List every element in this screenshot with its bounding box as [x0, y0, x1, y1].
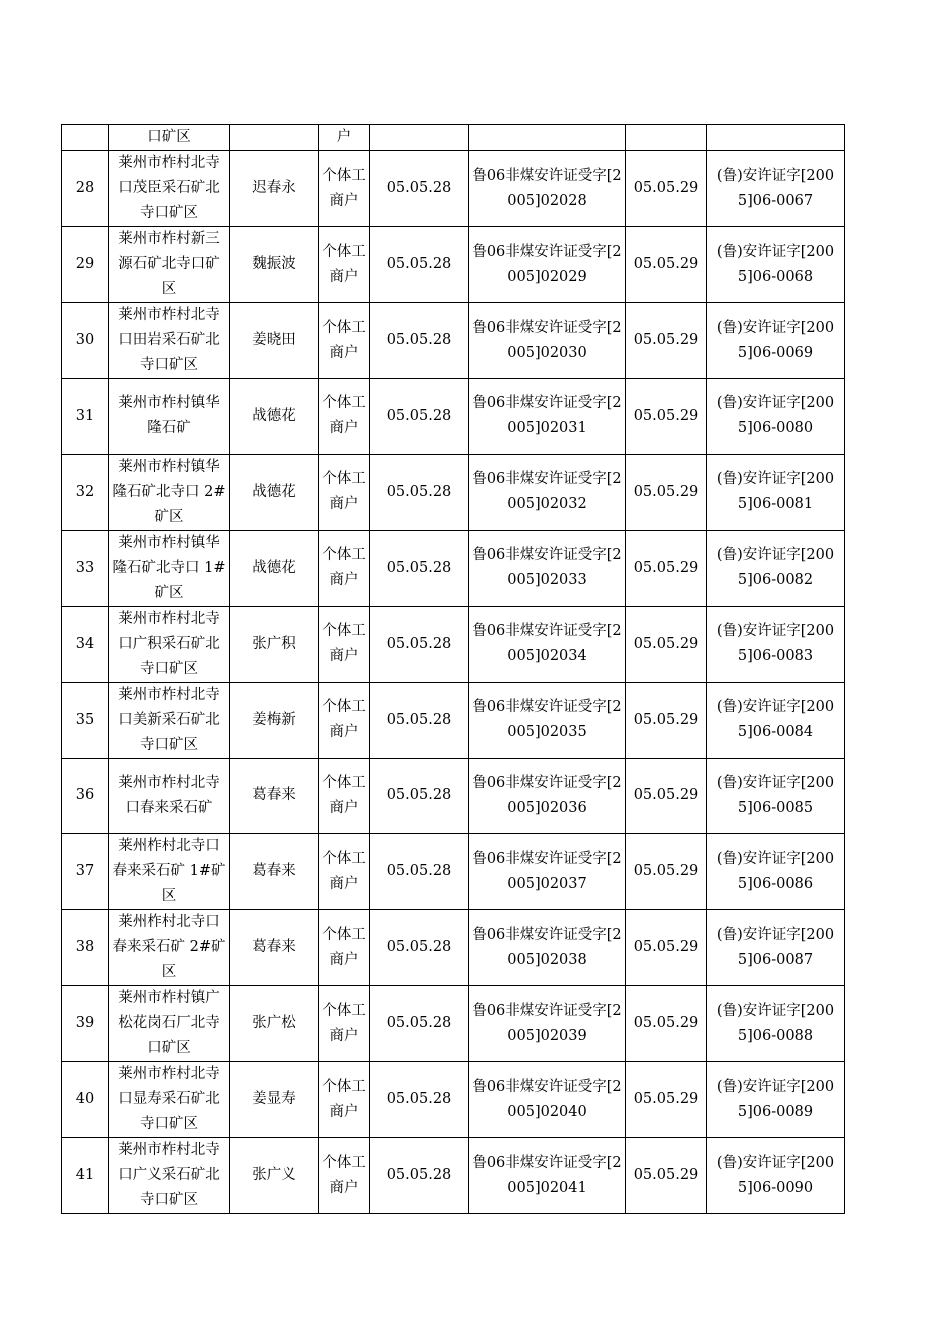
cell-mine-name: 莱州市柞村北寺口美新采石矿北寺口矿区 [109, 682, 230, 758]
cell-no: 40 [62, 1062, 109, 1138]
cell-no: 28 [62, 151, 109, 227]
cell-mine-name: 莱州市柞村镇广松花岗石厂北寺口矿区 [109, 986, 230, 1062]
cell-license-code: (鲁)安许证字[2005]06-0085 [707, 758, 845, 834]
cell-mine-name: 莱州市柞村北寺口显寿采石矿北寺口矿区 [109, 1062, 230, 1138]
cell-entity-type: 个体工商户 [319, 986, 370, 1062]
cell-person: 战德花 [230, 530, 319, 606]
cell-no: 35 [62, 682, 109, 758]
cell-issue-date: 05.05.29 [626, 303, 707, 379]
cell-issue-date: 05.05.29 [626, 1062, 707, 1138]
cell-date: 05.05.28 [370, 986, 469, 1062]
cell-issue-date: 05.05.29 [626, 834, 707, 910]
table-row [62, 910, 845, 986]
cell-no: 41 [62, 1138, 109, 1214]
cell-date: 05.05.28 [370, 530, 469, 606]
cell-entity-type: 个体工商户 [319, 530, 370, 606]
table-row [62, 834, 845, 910]
table-row [62, 227, 845, 303]
cell-license-code: (鲁)安许证字[2005]06-0084 [707, 682, 845, 758]
cell-permit-no: 鲁06非煤安许证受字[2005]02034 [469, 606, 626, 682]
cell-no: 34 [62, 606, 109, 682]
cell-mine-name: 莱州市柞村镇华隆石矿北寺口 1#矿区 [109, 530, 230, 606]
cell-mine-name: 莱州柞村北寺口春来采石矿 1#矿区 [109, 834, 230, 910]
cell-mine-name: 莱州市柞村北寺口茂臣采石矿北寺口矿区 [109, 151, 230, 227]
cell-person: 张广积 [230, 606, 319, 682]
cell-person: 姜晓田 [230, 303, 319, 379]
cell-entity-type: 个体工商户 [319, 1138, 370, 1214]
cell-permit-no: 鲁06非煤安许证受字[2005]02028 [469, 151, 626, 227]
cell-permit-no: 鲁06非煤安许证受字[2005]02029 [469, 227, 626, 303]
cell-license-code: (鲁)安许证字[2005]06-0083 [707, 606, 845, 682]
table-row [62, 606, 845, 682]
cell-entity-type: 个体工商户 [319, 606, 370, 682]
cell-license-code: (鲁)安许证字[2005]06-0088 [707, 986, 845, 1062]
cell-no: 38 [62, 910, 109, 986]
cell-date: 05.05.28 [370, 682, 469, 758]
cell-permit-no [469, 125, 626, 151]
cell-entity-type: 个体工商户 [319, 682, 370, 758]
cell-date: 05.05.28 [370, 1138, 469, 1214]
cell-date: 05.05.28 [370, 1062, 469, 1138]
cell-mine-name: 莱州市柞村镇华隆石矿 [109, 379, 230, 455]
cell-mine-name: 莱州柞村北寺口春来采石矿 2#矿区 [109, 910, 230, 986]
cell-date: 05.05.28 [370, 379, 469, 455]
cell-entity-type: 个体工商户 [319, 454, 370, 530]
permit-table [61, 124, 845, 1214]
cell-permit-no: 鲁06非煤安许证受字[2005]02039 [469, 986, 626, 1062]
cell-mine-name: 莱州市柞村新三源石矿北寺口矿区 [109, 227, 230, 303]
cell-person: 迟春永 [230, 151, 319, 227]
cell-issue-date: 05.05.29 [626, 454, 707, 530]
cell-license-code: (鲁)安许证字[2005]06-0068 [707, 227, 845, 303]
cell-permit-no: 鲁06非煤安许证受字[2005]02032 [469, 454, 626, 530]
cell-license-code: (鲁)安许证字[2005]06-0082 [707, 530, 845, 606]
cell-date: 05.05.28 [370, 151, 469, 227]
table-row [62, 1062, 845, 1138]
cell-permit-no: 鲁06非煤安许证受字[2005]02031 [469, 379, 626, 455]
cell-license-code: (鲁)安许证字[2005]06-0069 [707, 303, 845, 379]
table-row [62, 530, 845, 606]
cell-issue-date: 05.05.29 [626, 1138, 707, 1214]
cell-permit-no: 鲁06非煤安许证受字[2005]02036 [469, 758, 626, 834]
cell-mine-name: 莱州市柞村北寺口田岩采石矿北寺口矿区 [109, 303, 230, 379]
cell-person: 张广松 [230, 986, 319, 1062]
cell-no: 31 [62, 379, 109, 455]
cell-person: 葛春来 [230, 758, 319, 834]
cell-mine-name: 莱州市柞村镇华隆石矿北寺口 2#矿区 [109, 454, 230, 530]
cell-no: 29 [62, 227, 109, 303]
cell-permit-no: 鲁06非煤安许证受字[2005]02041 [469, 1138, 626, 1214]
cell-license-code: (鲁)安许证字[2005]06-0067 [707, 151, 845, 227]
cell-entity-type: 个体工商户 [319, 834, 370, 910]
cell-issue-date: 05.05.29 [626, 986, 707, 1062]
cell-issue-date: 05.05.29 [626, 606, 707, 682]
cell-issue-date: 05.05.29 [626, 227, 707, 303]
table-row [62, 303, 845, 379]
cell-issue-date: 05.05.29 [626, 910, 707, 986]
cell-person: 葛春来 [230, 834, 319, 910]
table-body [62, 125, 845, 1214]
cell-no: 32 [62, 454, 109, 530]
cell-date: 05.05.28 [370, 227, 469, 303]
table-row [62, 758, 845, 834]
cell-permit-no: 鲁06非煤安许证受字[2005]02037 [469, 834, 626, 910]
cell-issue-date: 05.05.29 [626, 530, 707, 606]
cell-date [370, 125, 469, 151]
cell-mine-name: 莱州市柞村北寺口广积采石矿北寺口矿区 [109, 606, 230, 682]
cell-mine-name: 莱州市柞村北寺口春来采石矿 [109, 758, 230, 834]
cell-person [230, 125, 319, 151]
cell-date: 05.05.28 [370, 606, 469, 682]
cell-issue-date [626, 125, 707, 151]
cell-entity-type: 个体工商户 [319, 910, 370, 986]
cell-person: 姜梅新 [230, 682, 319, 758]
cell-issue-date: 05.05.29 [626, 151, 707, 227]
cell-no: 30 [62, 303, 109, 379]
cell-person: 战德花 [230, 454, 319, 530]
cell-entity-type: 户 [319, 125, 370, 151]
cell-entity-type: 个体工商户 [319, 758, 370, 834]
cell-license-code: (鲁)安许证字[2005]06-0081 [707, 454, 845, 530]
cell-issue-date: 05.05.29 [626, 379, 707, 455]
table-row [62, 454, 845, 530]
cell-no [62, 125, 109, 151]
cell-permit-no: 鲁06非煤安许证受字[2005]02040 [469, 1062, 626, 1138]
cell-date: 05.05.28 [370, 910, 469, 986]
cell-entity-type: 个体工商户 [319, 379, 370, 455]
cell-permit-no: 鲁06非煤安许证受字[2005]02033 [469, 530, 626, 606]
cell-person: 张广义 [230, 1138, 319, 1214]
cell-entity-type: 个体工商户 [319, 303, 370, 379]
cell-date: 05.05.28 [370, 758, 469, 834]
cell-issue-date: 05.05.29 [626, 758, 707, 834]
cell-date: 05.05.28 [370, 834, 469, 910]
cell-date: 05.05.28 [370, 454, 469, 530]
cell-license-code: (鲁)安许证字[2005]06-0090 [707, 1138, 845, 1214]
cell-mine-name: 口矿区 [109, 125, 230, 151]
table-row [62, 986, 845, 1062]
cell-license-code: (鲁)安许证字[2005]06-0089 [707, 1062, 845, 1138]
cell-person: 魏振波 [230, 227, 319, 303]
cell-license-code: (鲁)安许证字[2005]06-0086 [707, 834, 845, 910]
cell-license-code [707, 125, 845, 151]
cell-no: 37 [62, 834, 109, 910]
cell-mine-name: 莱州市柞村北寺口广义采石矿北寺口矿区 [109, 1138, 230, 1214]
cell-person: 姜显寿 [230, 1062, 319, 1138]
cell-no: 39 [62, 986, 109, 1062]
cell-person: 战德花 [230, 379, 319, 455]
cell-permit-no: 鲁06非煤安许证受字[2005]02038 [469, 910, 626, 986]
cell-date: 05.05.28 [370, 303, 469, 379]
table-row [62, 379, 845, 455]
table-row [62, 682, 845, 758]
cell-person: 葛春来 [230, 910, 319, 986]
table-row [62, 151, 845, 227]
table-row [62, 1138, 845, 1214]
cell-entity-type: 个体工商户 [319, 1062, 370, 1138]
cell-issue-date: 05.05.29 [626, 682, 707, 758]
cell-permit-no: 鲁06非煤安许证受字[2005]02030 [469, 303, 626, 379]
cell-entity-type: 个体工商户 [319, 151, 370, 227]
cell-license-code: (鲁)安许证字[2005]06-0080 [707, 379, 845, 455]
cell-no: 33 [62, 530, 109, 606]
cell-entity-type: 个体工商户 [319, 227, 370, 303]
cell-permit-no: 鲁06非煤安许证受字[2005]02035 [469, 682, 626, 758]
table-row-continued [62, 125, 845, 151]
cell-license-code: (鲁)安许证字[2005]06-0087 [707, 910, 845, 986]
cell-no: 36 [62, 758, 109, 834]
